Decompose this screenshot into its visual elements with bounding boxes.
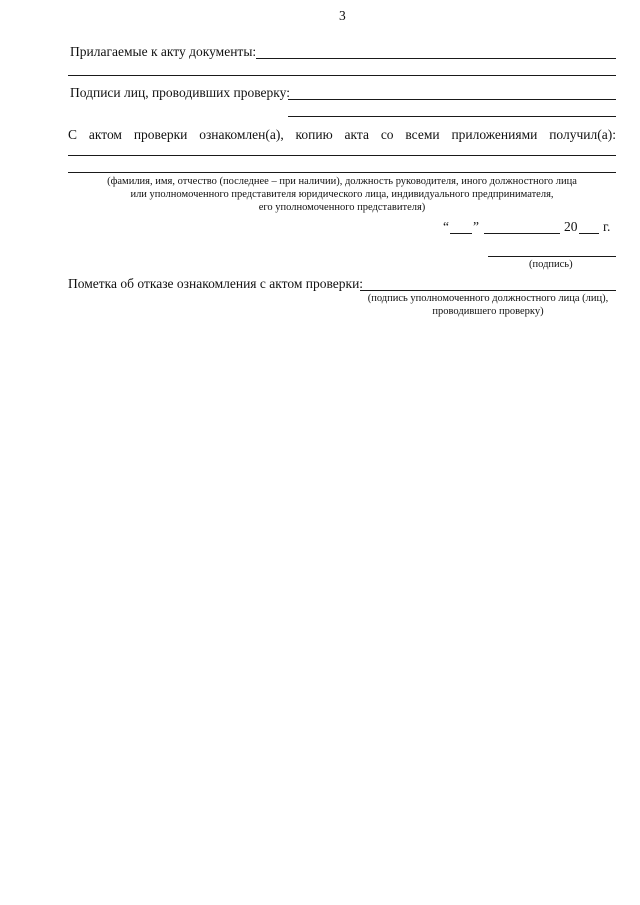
person-caption-line-1: (фамилия, имя, отчество (последнее – при наличии), должность руководителя, иного должностного лица [107, 176, 577, 187]
attached-documents-line-1[interactable] [256, 58, 616, 59]
official-caption-line-1: (подпись уполномоченного должностного лица (лиц), [367, 293, 609, 304]
signatures-label: Подписи лиц, проводивших проверку: [70, 85, 290, 100]
familiarized-word: проверки [133, 127, 188, 142]
familiarized-word: получил(а): [549, 127, 616, 142]
date-year-prefix: 20 [564, 219, 578, 234]
date-year-field[interactable] [579, 233, 599, 234]
familiarized-word: приложениями [451, 127, 538, 142]
person-caption-line-2: или уполномоченного представителя юридического лица, индивидуального предпринимателя, [130, 189, 554, 200]
date-close-quote: ” [473, 219, 479, 234]
signatures-line-1[interactable] [288, 99, 616, 100]
person-caption-line-3: его уполномоченного представителя) [258, 202, 426, 213]
official-caption-line-2: проводившего проверку) [432, 306, 544, 317]
page-number: 3 [339, 8, 346, 23]
familiarized-word: С [68, 127, 78, 142]
familiarized-word: акта [344, 127, 369, 142]
familiarized-word: актом [88, 127, 122, 142]
signatures-line-2[interactable] [288, 116, 616, 117]
familiarized-word: всеми [405, 127, 440, 142]
date-day-field[interactable] [450, 233, 472, 234]
refusal-line[interactable] [360, 290, 616, 291]
signature-caption: (подпись) [529, 259, 573, 270]
familiarized-statement [68, 127, 616, 143]
familiarized-word: ознакомлен(а), [199, 127, 284, 142]
attached-documents-label: Прилагаемые к акту документы: [70, 44, 257, 59]
familiarized-line-2[interactable] [68, 172, 616, 173]
refusal-label: Пометка об отказе ознакомления с актом проверки: [68, 276, 364, 291]
familiarized-word: копию [295, 127, 333, 142]
familiarized-word: со [380, 127, 394, 142]
familiarized-line-1[interactable] [68, 155, 616, 156]
date-open-quote: “ [443, 219, 449, 234]
signature-line[interactable] [488, 256, 616, 257]
date-year-suffix: г. [603, 219, 611, 234]
date-month-field[interactable] [484, 233, 560, 234]
attached-documents-line-2[interactable] [68, 75, 616, 76]
